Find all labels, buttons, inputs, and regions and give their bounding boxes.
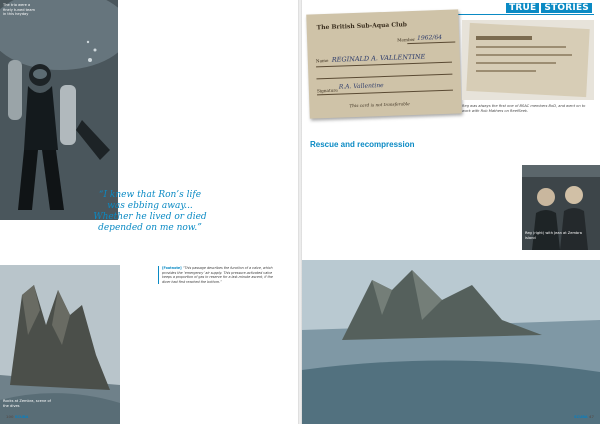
right-folio: [574, 415, 594, 419]
section-rule: [446, 14, 594, 15]
rocks-photo: [0, 265, 120, 424]
body-column-7: [520, 140, 594, 164]
photo-caption-pair: Reg (right) with Jean at Zembra island: [525, 231, 582, 240]
pull-quote: “I knew that Ron’s life was ebbing away... Whether he lived or died depended on me now.”: [93, 190, 207, 233]
body-column-1: [122, 6, 202, 186]
diver-photo: [0, 0, 118, 220]
card-photo: [462, 20, 594, 100]
body-column-6: [404, 152, 514, 262]
folio-number: 100: [6, 415, 14, 419]
footnote-text: “This passage describes the function of a valve, which provides the ‘emergency’ air supply. This pressure-activated valve keeps a proportion of gas in reserve for a last-minute ascent, if the diver had first reached the bottom.”: [162, 266, 273, 284]
diver-illustration: [0, 0, 118, 220]
membership-card: [306, 9, 462, 118]
card-signature-label: Signature: [316, 87, 338, 94]
pair-photo: [522, 165, 600, 250]
right-page: [302, 0, 600, 424]
spacer: [310, 260, 311, 261]
folio-section: SCUBA: [574, 415, 588, 419]
body-column-3: [6, 190, 86, 266]
section-tag: [506, 3, 594, 13]
card-club-name: The British Sub-Aqua Club: [316, 21, 408, 32]
card-caption: Reg was always the first one of BSAC members BoD, and went on to work with Rob Mathers on ReefSeek.: [462, 104, 586, 113]
card-footer: This card is not transferable: [349, 101, 410, 109]
card-line: [407, 41, 455, 44]
folio-number: 47: [588, 415, 594, 419]
body-column-4: [208, 212, 292, 262]
card-signature: R.A. Vallentine: [338, 82, 384, 91]
card-member-name: REGINALD A. VALLENTINE: [331, 52, 426, 64]
section-heading: Rescue and recompression: [310, 140, 415, 149]
card-name-label: Name: [315, 57, 329, 64]
sea-photo: [302, 260, 600, 424]
card-line: [316, 74, 452, 80]
section-tag-b: STORIES: [541, 3, 592, 13]
sea-illustration: [302, 260, 600, 424]
footnote-box: [158, 266, 282, 284]
section-tag-a: TRUE: [506, 3, 539, 13]
photo-caption-top: The trio were a finely tuned team in this heyday: [3, 3, 35, 16]
left-page: [0, 0, 298, 424]
footnote-label: [Footnote]: [162, 266, 182, 270]
photo-caption-bottom: Rocks at Zembra, scene of the dives: [3, 399, 51, 408]
card-member-label: Member: [397, 36, 416, 43]
card-photo-backdrop: [462, 20, 594, 100]
left-folio: [6, 415, 28, 419]
body-column-5: [310, 152, 398, 262]
folio-section: SCUBA: [14, 415, 29, 419]
card-member-number: 1962/64: [417, 33, 443, 42]
body-column-2: [208, 6, 292, 156]
